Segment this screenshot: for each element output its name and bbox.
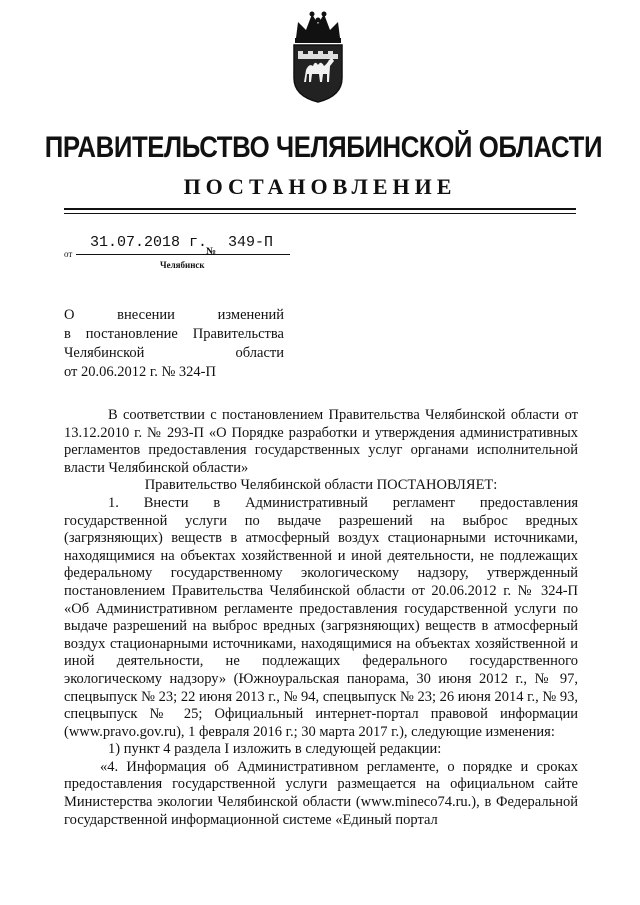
subject-line: О внесении изменений xyxy=(64,307,284,323)
subject-line: от 20.06.2012 г. № 324-П xyxy=(64,364,216,380)
header-divider-thin xyxy=(64,213,576,214)
body-paragraph-resolves: Правительство Челябинской области ПОСТАНОВЛЯЕТ: xyxy=(144,477,498,494)
from-label: от xyxy=(64,249,73,259)
organization-title: ПРАВИТЕЛЬСТВО ЧЕЛЯБИНСКОЙ ОБЛАСТИ xyxy=(44,131,603,164)
number-underline xyxy=(218,254,290,255)
subject-line: Челябинской области xyxy=(64,345,284,361)
city-label: Челябинск xyxy=(160,260,205,270)
document-subject xyxy=(64,306,284,382)
date-underline xyxy=(76,254,226,255)
document-date: 31.07.2018 г. xyxy=(90,234,208,251)
body-paragraph: «4. Информация об Административном регламенте, о порядке и сроках предоставления государственной услуги размещается на официальном сайте Министерства экологии Челябинской области (www.mineco74.ru.), в Федеральной государственной информационной системе «Единый портал xyxy=(64,758,578,828)
document-body xyxy=(64,407,578,829)
subject-line: в постановление Правительства xyxy=(64,326,284,342)
body-paragraph: В соответствии с постановлением Правительства Челябинской области от 13.12.2010 г. № 293-П «О Порядке разработки и утверждения административных регламентов предоставления государственных услуг органами исполнительной власти Челябинской области» xyxy=(64,407,578,476)
body-paragraph: 1) пункт 4 раздела I изложить в следующей редакции: xyxy=(108,741,442,758)
coat-of-arms-icon xyxy=(282,8,354,104)
document-number: 349-П xyxy=(228,234,274,251)
body-paragraph: 1. Внести в Административный регламент предоставления государственной услуги по выдаче разрешений на выброс вредных (загрязняющих) веществ в атмосферный воздух стационарными источниками, находящимися на объектах хозяйственной и иной деятельности, не подлежащих федеральному государственному экологическому надзору, утвержденный постановлением Правительства Челябинской области от 20.06.2012 г. № 324-П «Об Административном регламенте предоставления государственной услуги по выдаче разрешений на выброс вредных (загрязняющих) веществ в атмосферный воздух стационарными источниками, находящимися на объектах хозяйственной и иной деятельности, не подлежащих федерального государственного экологическому надзору» (Южноуральская панорама, 30 июня 2012 г., № 97, спецвыпуск № 23; 22 июня 2013 г., № 94, спецвыпуск № 23; 26 июня 2014 г., № 93, спецвыпуск № 25; Официальный интернет-портал правовой информации (www.pravo.gov.ru), 1 февраля 2016 г.; 30 марта 2017 г.), следующие изменения: xyxy=(64,494,578,740)
document-type-title: ПОСТАНОВЛЕНИЕ xyxy=(183,174,457,199)
header-divider-thick xyxy=(64,208,576,210)
number-label: № xyxy=(206,246,217,257)
